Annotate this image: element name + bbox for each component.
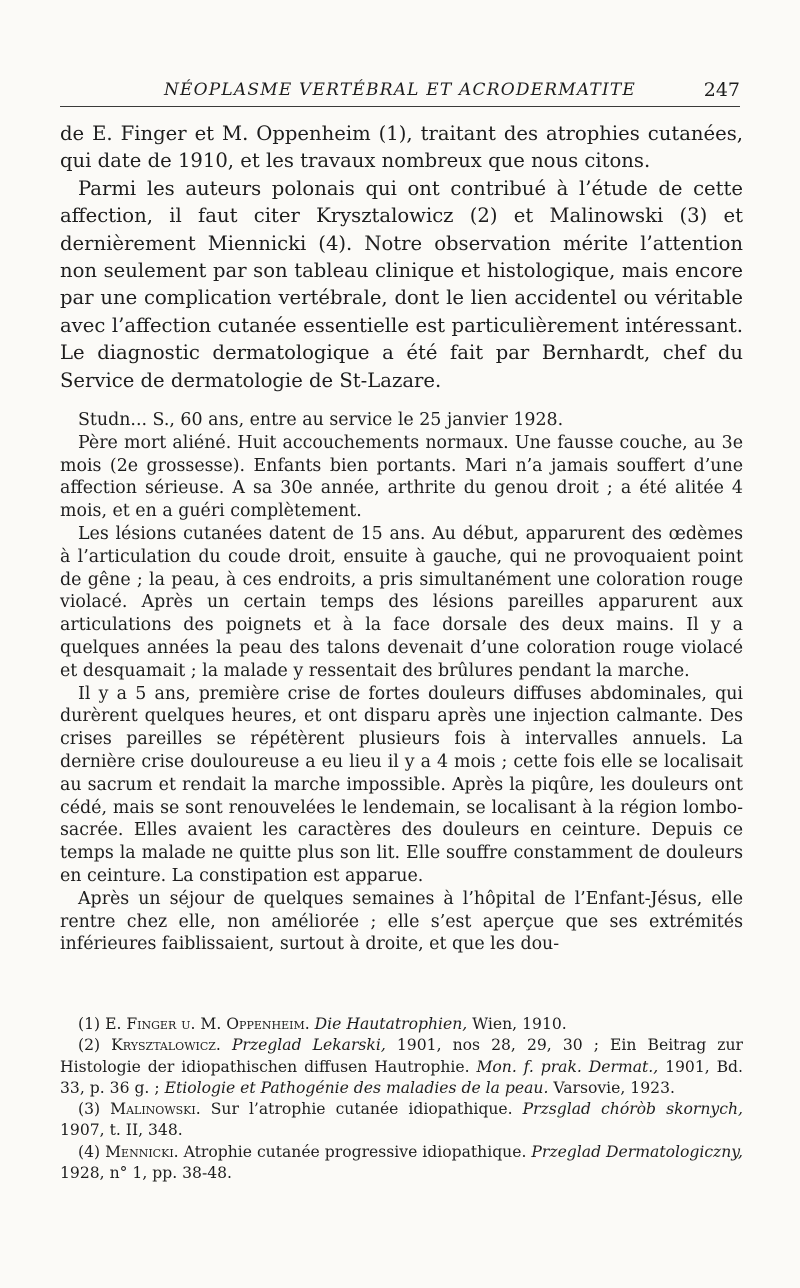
paragraph-intro-continued: de E. Finger et M. Oppenheim (1), traitant des atrophies cutanées, qui date de 1910, et les travaux nombreux que nous citons. xyxy=(60,122,743,173)
footnote-2: (2) Krysztalowicz. Przeglad Lekarski, 1901, nos 28, 29, 30 ; Ein Beitrag zur Histologie der idiopathischen diffusen Hautrophie. Mon. f. prak. Dermat., 1901, Bd. 33, p. 36 g. ; Etiologie et Pathogénie des maladies de la peau. Varsovie, 1923. xyxy=(60,1036,743,1097)
body-text xyxy=(60,120,743,956)
paragraph-case-admission: Studn... S., 60 ans, entre au service le 25 janvier 1928. xyxy=(78,410,564,431)
footnote-4: (4) Mennicki. Atrophie cutanée progressive idiopathique. Przeglad Dermatologiczny, 1928, n° 1, pp. 38-48. xyxy=(60,1142,744,1183)
paragraph-polish-authors: Parmi les auteurs polonais qui ont contribué à l’étude de cette affection, il faut citer Krysztalowicz (2) et Malinowski (3) et dernièrement Miennicki (4). Notre observation mérite l’attention non seulement par son tableau clinique et histologique, mais encore par une complication vertébrale, dont le lien accidentel ou véritable avec l’affection cutanée essentielle est particulièrement intéressant. Le diagnostic dermatologique a été fait par Bernhardt, chef du Service de dermatologie de St-Lazare. xyxy=(60,176,743,392)
paragraph-skin-lesions: Les lésions cutanées datent de 15 ans. Au début, apparurent des œdèmes à l’articulation du coude droit, ensuite à gauche, qui ne provoquaient point de gêne ; la peau, à ces endroits, a pris simultanément une coloration rouge violacé. Après un certain temps des lésions pareilles apparurent aux articulations des poignets et à la face dorsale des deux mains. Il y a quelques années la peau des talons devenait d’une coloration rouge violacé et desquamait ; la malade y ressentait des brûlures pendant la marche. xyxy=(60,524,743,681)
running-title: NÉOPLASME VERTÉBRAL ET ACRODERMATITE xyxy=(163,80,637,100)
running-head xyxy=(60,76,740,107)
footnotes xyxy=(60,1014,743,1184)
paragraph-pain-crises: Il y a 5 ans, première crise de fortes douleurs diffuses abdominales, qui durèrent quelques heures, et ont disparu après une injection calmante. Des crises pareilles se répétèrent plusieurs fois à intervalles annuels. La dernière crise douloureuse a eu lieu il y a 4 mois ; cette fois elle se localisait au sacrum et rendait la marche impossible. Après la piqûre, les douleurs ont cédé, mais se sont renouvelées le lendemain, se localisant à la région lombo-sacrée. Elles avaient les caractères des douleurs en ceinture. Depuis ce temps la malade ne quitte plus son lit. Elle souffre constamment de douleurs en ceinture. La constipation est apparue. xyxy=(60,683,743,886)
paragraph-hospital-stay: Après un séjour de quelques semaines à l’hôpital de l’Enfant-Jésus, elle rentre chez elle, non améliorée ; elle s’est aperçue que ses extrémités inférieures faiblissaient, surtout à droite, et que les dou- xyxy=(60,888,743,955)
paragraph-case-history: Père mort aliéné. Huit accouchements normaux. Une fausse couche, au 3e mois (2e grossesse). Enfants bien portants. Mari n’a jamais souffert d’une affection sérieuse. A sa 30e année, arthrite du genou droit ; a été alitée 4 mois, et en a guéri complètement. xyxy=(60,432,743,522)
footnote-3: (3) Malinowski. Sur l’atrophie cutanée idiopathique. Przsglad chóròb skornych, 1907, t. II, 348. xyxy=(60,1100,743,1140)
footnote-1: (1) E. Finger u. M. Oppenheim. Die Hautatrophien, Wien, 1910. xyxy=(78,1015,567,1033)
page-number: 247 xyxy=(703,79,740,101)
